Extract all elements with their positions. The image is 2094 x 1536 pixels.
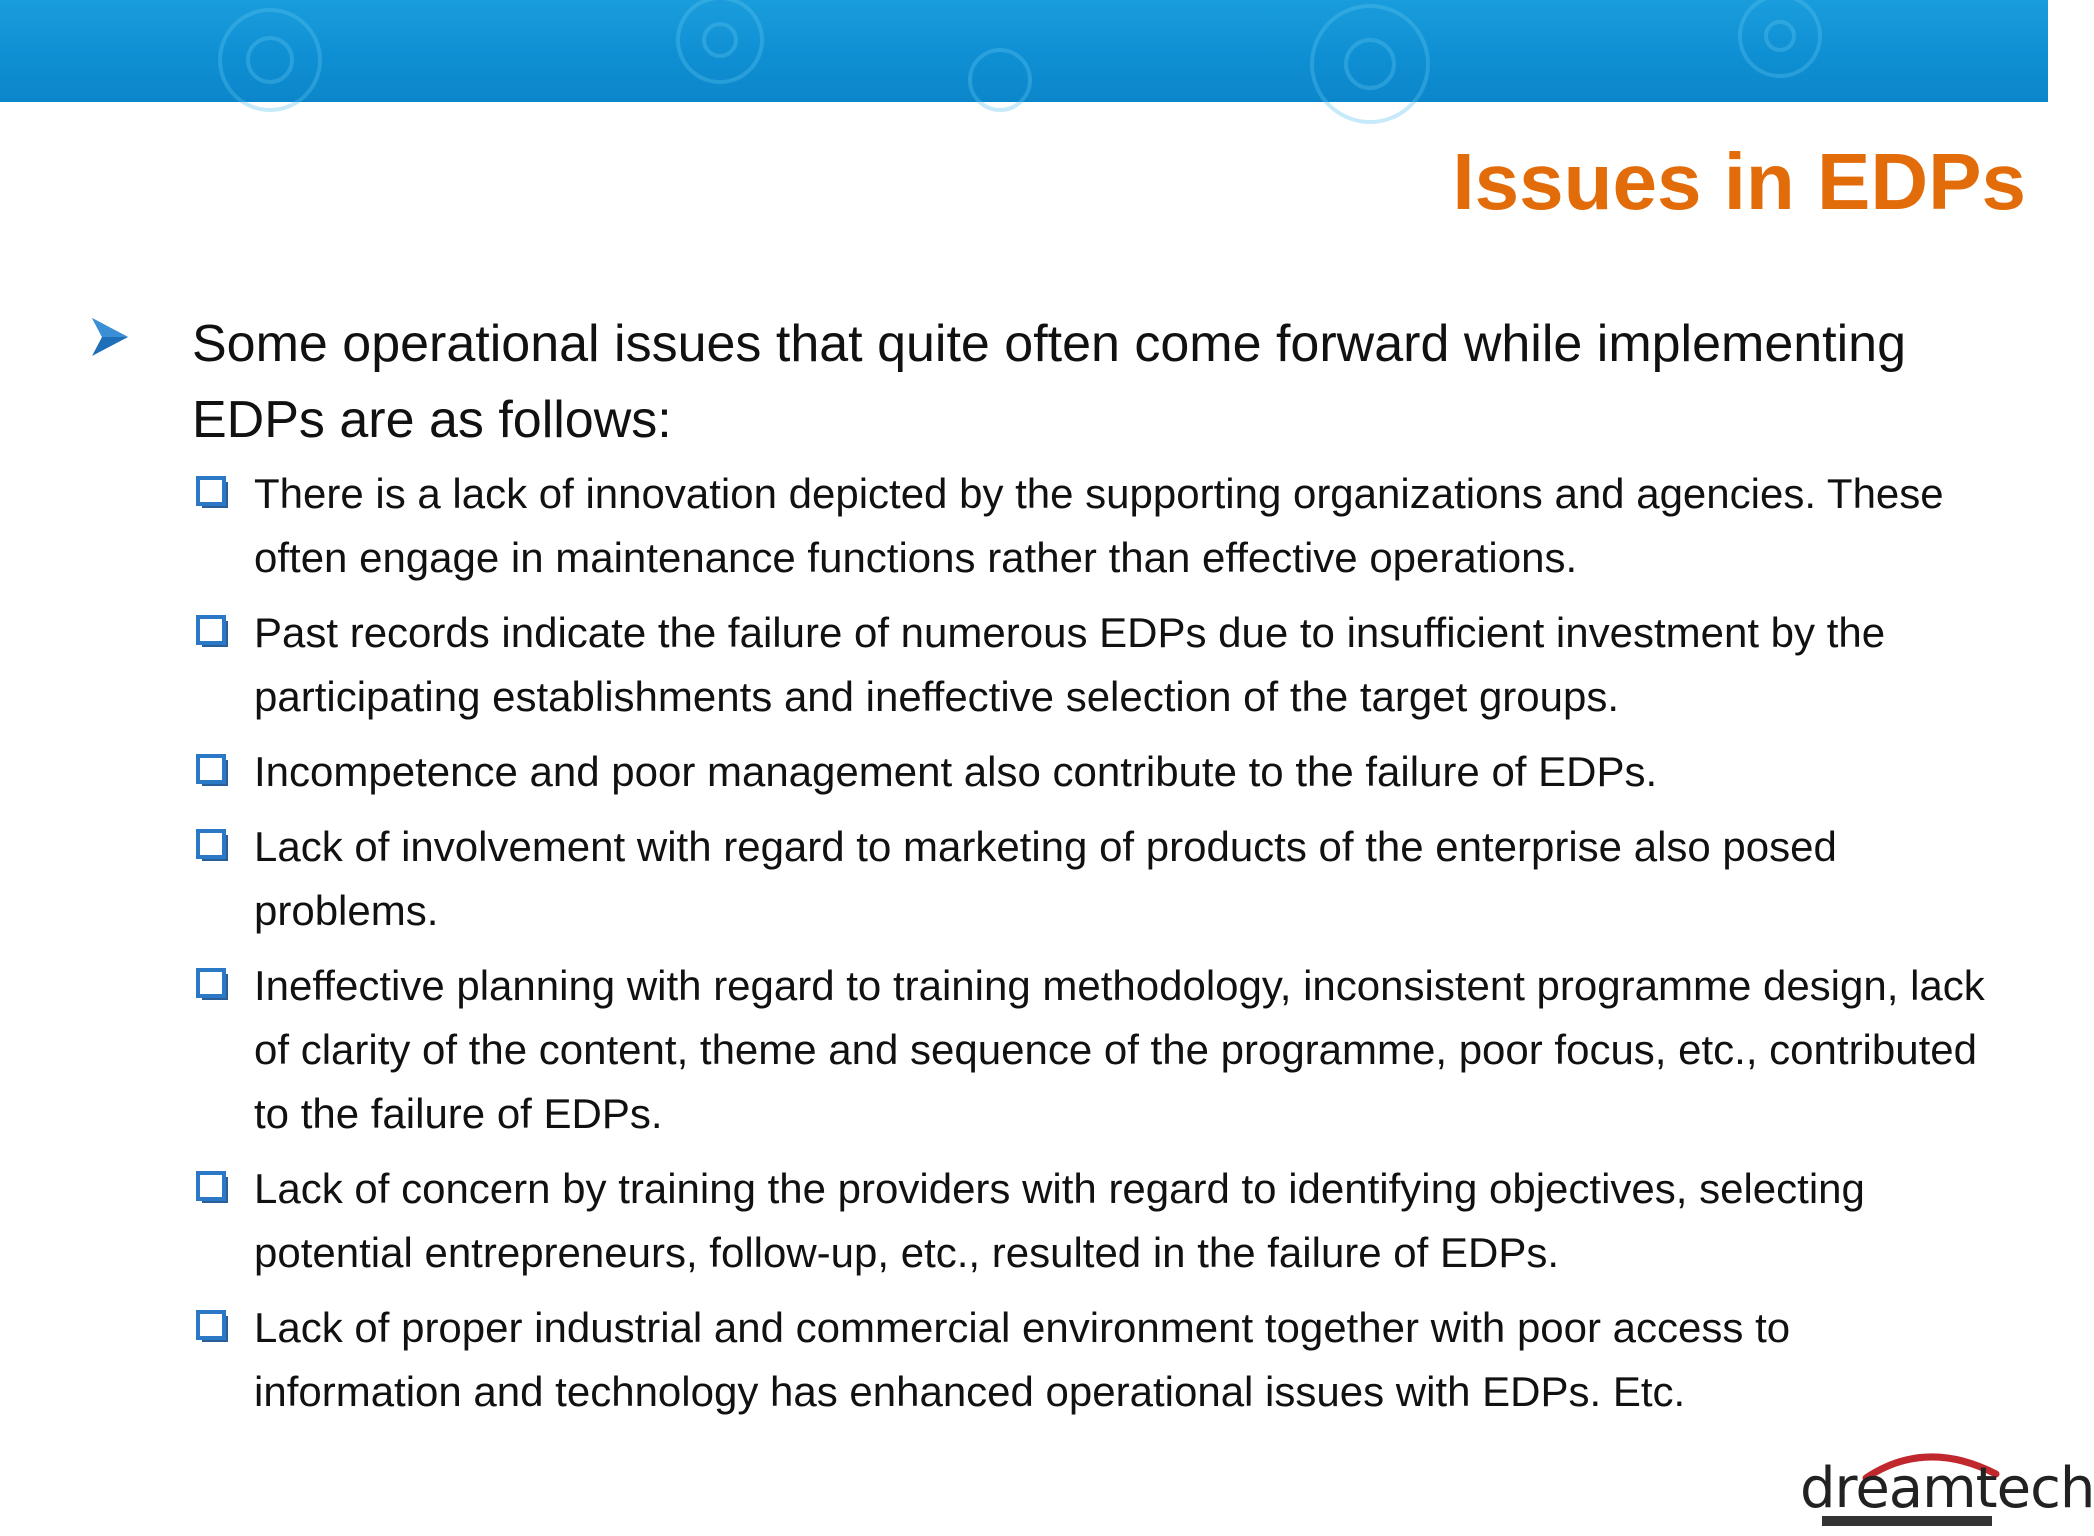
list-item — [196, 601, 1996, 729]
list-item-text: There is a lack of innovation depicted by the supporting organizations and agencies. These often engage in maintenance functions rather than effective operations. — [254, 470, 1944, 581]
checkbox-bullet-icon — [196, 968, 230, 1002]
list-item-text: Lack of concern by training the providers with regard to identifying objectives, selecting potential entrepreneurs, follow-up, etc., resulted in the failure of EDPs. — [254, 1165, 1865, 1276]
checkbox-bullet-icon — [196, 1171, 230, 1205]
slide-title: Issues in EDPs — [1452, 137, 2026, 226]
gear-pattern-decoration — [0, 0, 2048, 102]
checkbox-bullet-icon — [196, 829, 230, 863]
list-item — [196, 1296, 1996, 1424]
list-item-text: Past records indicate the failure of numerous EDPs due to insufficient investment by the participating establishments and ineffective selection of the target groups. — [254, 609, 1886, 720]
list-item — [196, 954, 1996, 1146]
arrowhead-bullet-icon — [90, 316, 130, 358]
list-item-text: Lack of proper industrial and commercial environment together with poor access to information and technology has enhanced operational issues with EDPs. Etc. — [254, 1304, 1791, 1415]
header-banner — [0, 0, 2048, 102]
logo-text: dreamtech — [1800, 1456, 2094, 1521]
intro-text: Some operational issues that quite often come forward while implementing EDPs are as follows: — [192, 315, 1907, 449]
list-item-text: Incompetence and poor management also contribute to the failure of EDPs. — [254, 748, 1658, 795]
list-item — [196, 462, 1996, 590]
issues-list — [196, 462, 1996, 1435]
list-item-text: Ineffective planning with regard to training methodology, inconsistent programme design, lack of clarity of the content, theme and sequence of the programme, poor focus, etc., contributed to the failure of EDPs. — [254, 962, 1985, 1137]
checkbox-bullet-icon — [196, 615, 230, 649]
list-item — [196, 1157, 1996, 1285]
list-item — [196, 740, 1996, 804]
list-item — [196, 815, 1996, 943]
checkbox-bullet-icon — [196, 476, 230, 510]
checkbox-bullet-icon — [196, 754, 230, 788]
dreamtech-logo — [1796, 1444, 2094, 1530]
list-item-text: Lack of involvement with regard to marketing of products of the enterprise also posed problems. — [254, 823, 1837, 934]
checkbox-bullet-icon — [196, 1310, 230, 1344]
